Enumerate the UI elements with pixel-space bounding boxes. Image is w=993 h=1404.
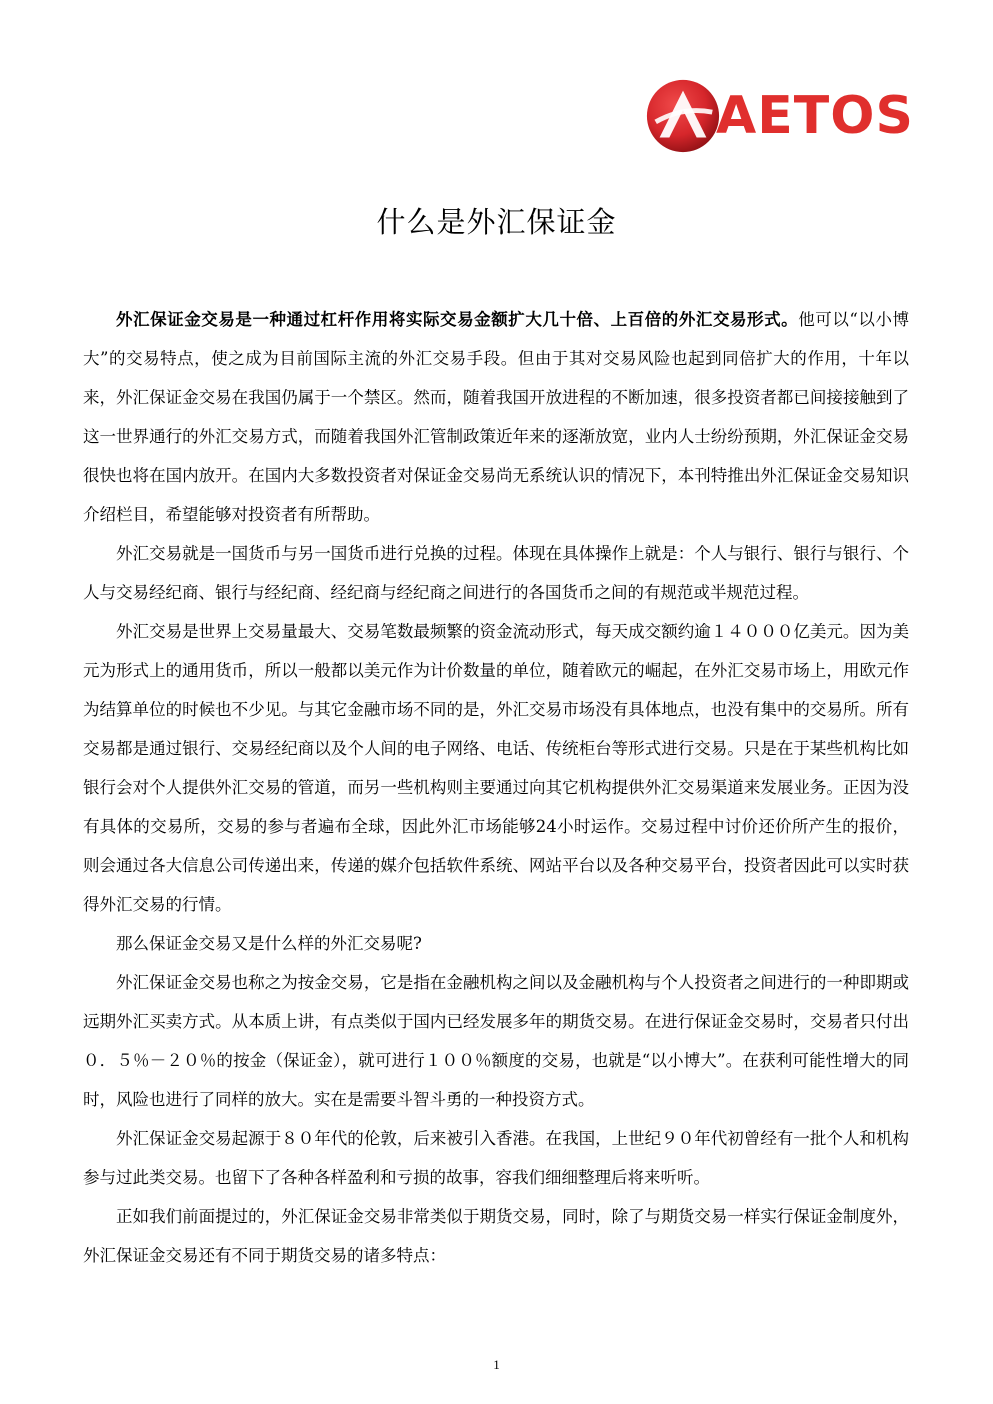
paragraph-text: 外汇交易是世界上交易量最大、交易笔数最频繁的资金流动形式，每天成交额约逾１４０００亿美元。因为美元为形式上的通用货币，所以一般都以美元作为计价数量的单位，随着欧元的崛起，在外汇交易市场上，用欧元作为结算单位的时候也不少见。与其它金融市场不同的是，外汇交易市场没有具体地点，也没有集中的交易所。所有交易都是通过银行、交易经纪商以及个人间的电子网络、电话、传统柜台等形式进行交易。只是在于某些机构比如银行会对个人提供外汇交易的管道，而另一些机构则主要通过向其它机构提供外汇交易渠道来发展业务。正因为没有具体的交易所，交易的参与者遍布全球，因此外汇市场能够24小时运作。交易过程中讨价还价所产生的报价，则会通过各大信息公司传递出来，传递的媒介包括软件系统、网站平台以及各种交易平台，投资者因此可以实时获得外汇交易的行情。 xyxy=(83,622,909,914)
brand-name: AETOS xyxy=(716,86,914,146)
paragraph xyxy=(83,963,909,1119)
paragraph xyxy=(83,1197,909,1275)
paragraph-text: 外汇保证金交易起源于８０年代的伦敦，后来被引入香港。在我国，上世纪９０年代初曾经有一批个人和机构参与过此类交易。也留下了各种各样盈利和亏损的故事，容我们细细整理后将来听听。 xyxy=(83,1129,909,1187)
paragraph xyxy=(83,534,909,612)
article-body xyxy=(83,300,909,1275)
paragraph-lead: 外汇保证金交易是一种通过杠杆作用将实际交易金额扩大几十倍、上百倍的外汇交易形式。 xyxy=(116,310,799,329)
aetos-logo xyxy=(644,76,914,156)
paragraph-text: 正如我们前面提过的，外汇保证金交易非常类似于期货交易，同时，除了与期货交易一样实行保证金制度外，外汇保证金交易还有不同于期货交易的诸多特点： xyxy=(83,1207,909,1265)
page-title: 什么是外汇保证金 xyxy=(376,205,617,239)
paragraph xyxy=(83,612,909,924)
paragraph-text: 那么保证金交易又是什么样的外汇交易呢? xyxy=(116,934,422,953)
paragraph xyxy=(83,924,909,963)
paragraph-text: 外汇保证金交易也称之为按金交易，它是指在金融机构之间以及金融机构与个人投资者之间进行的一种即期或远期外汇买卖方式。从本质上讲，有点类似于国内已经发展多年的期货交易。在进行保证金交易时，交易者只付出０．５％－２０％的按金（保证金），就可进行１００％额度的交易，也就是“以小博大”。在获利可能性增大的同时，风险也进行了同样的放大。实在是需要斗智斗勇的一种投资方式。 xyxy=(83,973,909,1109)
paragraph xyxy=(83,1119,909,1197)
page-number: 1 xyxy=(493,1357,500,1372)
paragraph-text: 外汇交易就是一国货币与另一国货币进行兑换的过程。体现在具体操作上就是：个人与银行、银行与银行、个人与交易经纪商、银行与经纪商、经纪商与经纪商之间进行的各国货币之间的有规范或半规范过程。 xyxy=(83,544,909,602)
aetos-emblem-icon xyxy=(644,77,722,155)
paragraph-text: 他可以“以小博大”的交易特点，使之成为目前国际主流的外汇交易手段。但由于其对交易风险也起到同倍扩大的作用，十年以来，外汇保证金交易在我国仍属于一个禁区。然而，随着我国开放进程的不断加速，很多投资者都已间接接触到了这一世界通行的外汇交易方式，而随着我国外汇管制政策近年来的逐渐放宽，业内人士纷纷预期，外汇保证金交易很快也将在国内放开。在国内大多数投资者对保证金交易尚无系统认识的情况下，本刊特推出外汇保证金交易知识介绍栏目，希望能够对投资者有所帮助。 xyxy=(83,310,910,524)
paragraph xyxy=(83,300,909,534)
